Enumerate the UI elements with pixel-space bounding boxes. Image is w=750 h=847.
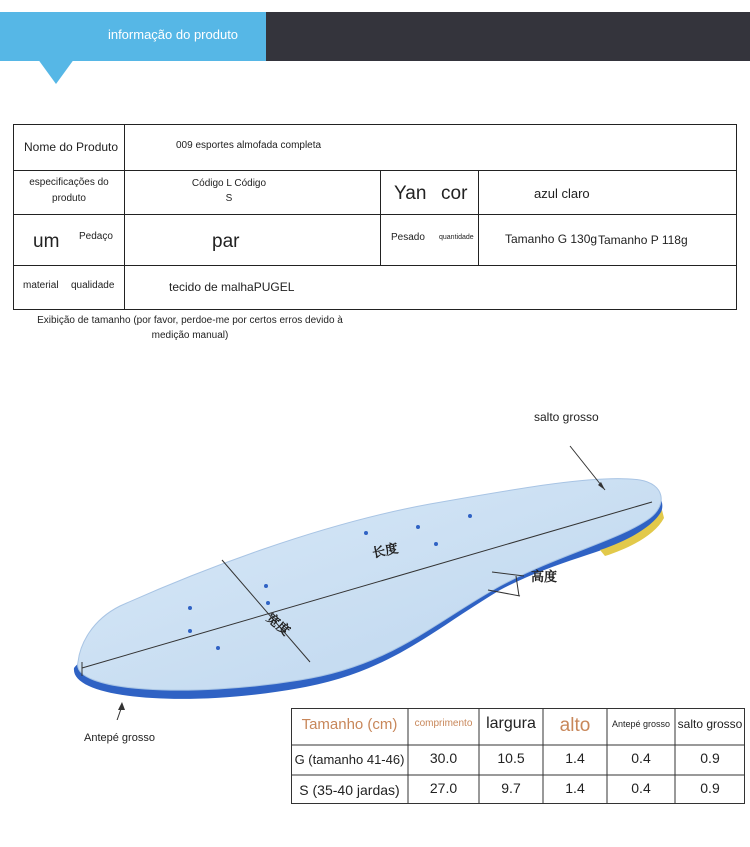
insole-dot xyxy=(266,601,270,605)
table-divider xyxy=(124,124,125,310)
spec-value-weight-p: Tamanho P 118g xyxy=(598,233,688,247)
spec-value-color: azul claro xyxy=(534,186,590,201)
insole-dot xyxy=(216,646,220,650)
spec-value-pair: par xyxy=(212,231,240,252)
table-cell: 1.4 xyxy=(565,750,585,766)
insole-dot xyxy=(188,629,192,633)
size-table-header: Antepé grosso xyxy=(611,719,671,729)
heel-thickness-label: salto grosso xyxy=(534,410,599,424)
table-cell: G (tamanho 41-46) xyxy=(294,752,405,767)
table-cell: 30.0 xyxy=(429,750,458,766)
table-border xyxy=(13,309,737,310)
length-label: 长度 xyxy=(370,540,400,561)
size-table-header: salto grosso xyxy=(677,717,743,731)
table-cell: 0.4 xyxy=(631,750,651,766)
size-table-header: Tamanho (cm) xyxy=(301,716,398,733)
table-cell: 0.4 xyxy=(631,780,651,796)
spec-label-yan: Yan xyxy=(394,183,427,204)
table-border xyxy=(13,124,14,310)
table-border xyxy=(13,124,737,125)
table-divider xyxy=(478,170,479,265)
insole-dot xyxy=(364,531,368,535)
spec-label-color: cor xyxy=(441,183,468,204)
table-cell: S (35-40 jardas) xyxy=(299,782,400,798)
spec-table xyxy=(13,124,737,310)
spec-label-product-name: Nome do Produto xyxy=(24,140,119,154)
size-table-header: comprimento xyxy=(414,718,473,729)
header-title: informação do produto xyxy=(107,27,239,42)
spec-label-material: material xyxy=(23,280,59,291)
table-cell: 10.5 xyxy=(497,750,525,766)
spec-label-piece: Pedaço xyxy=(79,231,113,242)
insole-dot xyxy=(188,606,192,610)
spec-label-specifications: especificações do produto xyxy=(29,177,109,204)
height-label: 高度 xyxy=(531,569,558,584)
size-table-header: alto xyxy=(559,715,591,736)
table-cell: 0.9 xyxy=(700,750,720,766)
table-cell: 0.9 xyxy=(700,780,720,796)
table-divider xyxy=(13,265,737,266)
table-divider xyxy=(13,214,737,215)
size-table-header: largura xyxy=(486,715,536,732)
spec-value-material: tecido de malhaPUGEL xyxy=(169,280,295,294)
table-cell: 9.7 xyxy=(501,780,521,796)
size-note: Exibição de tamanho (por favor, perdoe-me por certos erros devido à medição manual) xyxy=(37,315,343,341)
insole-dot xyxy=(416,525,420,529)
table-divider xyxy=(13,170,737,171)
forefoot-thickness-label: Antepé grosso xyxy=(84,732,155,744)
insole-dot xyxy=(468,514,472,518)
spec-value-weight-g: Tamanho G 130g xyxy=(505,232,598,246)
spec-label-quality: qualidade xyxy=(71,280,115,291)
spec-value-code-line2: S xyxy=(225,193,233,204)
table-cell: 27.0 xyxy=(429,780,458,796)
insole-dot xyxy=(434,542,438,546)
table-divider xyxy=(380,170,381,265)
spec-value-product-name: 009 esportes almofada completa xyxy=(176,140,322,151)
spec-label-weight: Pesado xyxy=(391,232,425,243)
width-label: 宽度 xyxy=(263,610,294,639)
spec-label-um: um xyxy=(33,231,60,252)
spec-label-quantity: quantidade xyxy=(439,234,474,241)
table-border xyxy=(736,124,737,310)
table-cell: 1.4 xyxy=(565,780,585,796)
insole-dot xyxy=(264,584,268,588)
size-table xyxy=(291,708,745,804)
spec-value-code-line1: Código L Código xyxy=(191,178,267,189)
